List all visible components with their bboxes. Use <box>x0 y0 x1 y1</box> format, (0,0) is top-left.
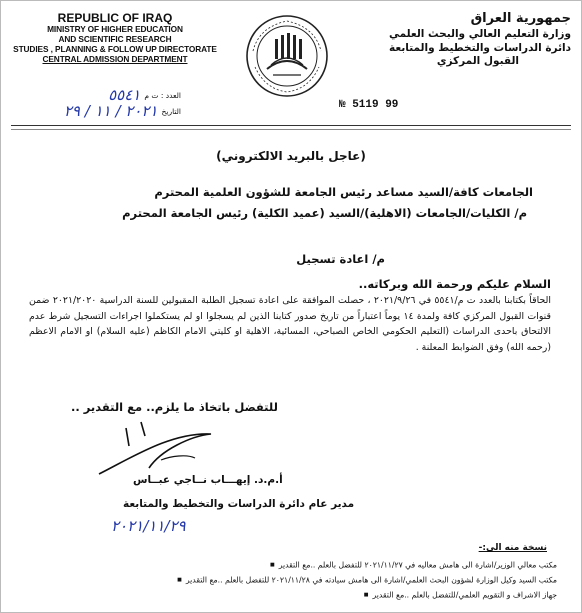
greeting: السلام عليكم ورحمة الله وبركاته.. <box>358 277 551 291</box>
copy-recipient: مكتب معالي الوزير/اشارة الى هامش معاليه في ٢٠٢١/١١/٢٧ للتفضل بالعلم ..مع التقدير ■ <box>17 558 557 573</box>
addressee-line-2: م/ الكليات/الجامعات (الاهلية)/السيد (عميد الكلية) رئيس الجامعة المحترم <box>122 206 527 220</box>
addressee-line-1: الجامعات كافة/السيد مساعد رئيس الجامعة للشؤون العلمية المحترم <box>154 185 533 199</box>
copy-recipient: مكتب السيد وكيل الوزارة لشؤون البحث العلمي/اشارة الى هامش سيادته في ٢٠٢١/١١/٢٨ للتفضل بالعلم ..مع التقدير ■ <box>17 573 557 588</box>
signatory-title: مدير عام دائرة الدراسات والتخطيط والمتابعة <box>123 498 355 510</box>
department-ar: القبول المركزي <box>436 55 519 68</box>
reference-block <box>51 87 181 119</box>
header-divider-thin <box>11 129 571 130</box>
department-en: CENTRAL ADMISSION DEPARTMENT <box>42 53 188 64</box>
signatory-name: أ.م.د. إيهـــاب نــاجي عبــاس <box>133 474 283 486</box>
number-label: العدد : ت م <box>144 90 181 100</box>
ministry-line-2-en: AND SCIENTIFIC RESEARCH <box>58 33 172 44</box>
copies-heading: نسخة منه الى:- <box>478 543 547 553</box>
header-arabic <box>341 11 571 69</box>
urgent-notice: (عاجل بالبريد الالكتروني) <box>216 149 366 163</box>
letter-subject: م/ اعادة تسجيل <box>296 252 385 266</box>
date-value: ٢٠٢١ / ١١ / ٢٩ <box>63 102 158 120</box>
header-english <box>9 11 221 64</box>
closing-line: للتفضل باتخاذ ما يلزم.. مع التقدير .. <box>71 400 278 414</box>
reference-number-row <box>51 87 181 103</box>
reference-date-row <box>51 103 181 119</box>
letter-body: الحاقاً بكتابنا بالعدد ت م/٥٥٤١ في ٢٠٢١/٩/٢٦ ، حصلت الموافقة على اعادة تسجيل الطلبة المقبولين للسنة الدراسية ٢٠٢١/٢٠٢٠ ضمن قنوات القبول المركزي كافة ولمدة ١٤ يوماً اعتباراً من تاريخ صدور كتابنا الذين لم يسجلوا او لم يستكملوا اجراءات التسجيل شرط عدم الالتحاق باحدى الدراسات (التعليم الحكومي الخاص الصباحي، المسائية، الاهلية او كليتي الامام الكاظم (عليه السلام) او الامام الاعظم (رحمه الله) وفق الضوابط المعلنة . <box>29 295 552 354</box>
document-serial-number: № 5119 99 <box>339 99 399 111</box>
handwritten-signature <box>91 416 221 482</box>
directorate-en: STUDIES , PLANNING & FOLLOW UP DIRECTORATE <box>13 43 217 54</box>
directorate-ar: دائرة الدراسات والتخطيط والمتابعة <box>389 41 571 54</box>
copies-list <box>17 558 557 602</box>
header-divider <box>11 125 571 126</box>
date-label: التاريخ <box>161 106 181 116</box>
signature-date: ٢٠٢١/١١/٢٩ <box>111 517 186 535</box>
ministry-ar: وزارة التعليم العالي والبحث العلمي <box>388 27 571 40</box>
number-value: ٥٥٤١ <box>108 86 141 104</box>
country-name-ar: جمهورية العراق <box>470 11 571 26</box>
ministry-logo <box>239 13 335 103</box>
ministry-line-1-en: MINISTRY OF HIGHER EDUCATION <box>47 24 183 35</box>
country-name-en: REPUBLIC OF IRAQ <box>57 11 173 25</box>
copy-recipient: جهاز الاشراف و التقويم العلمي/للتفضل بالعلم ..مع التقدير ■ <box>17 588 557 603</box>
